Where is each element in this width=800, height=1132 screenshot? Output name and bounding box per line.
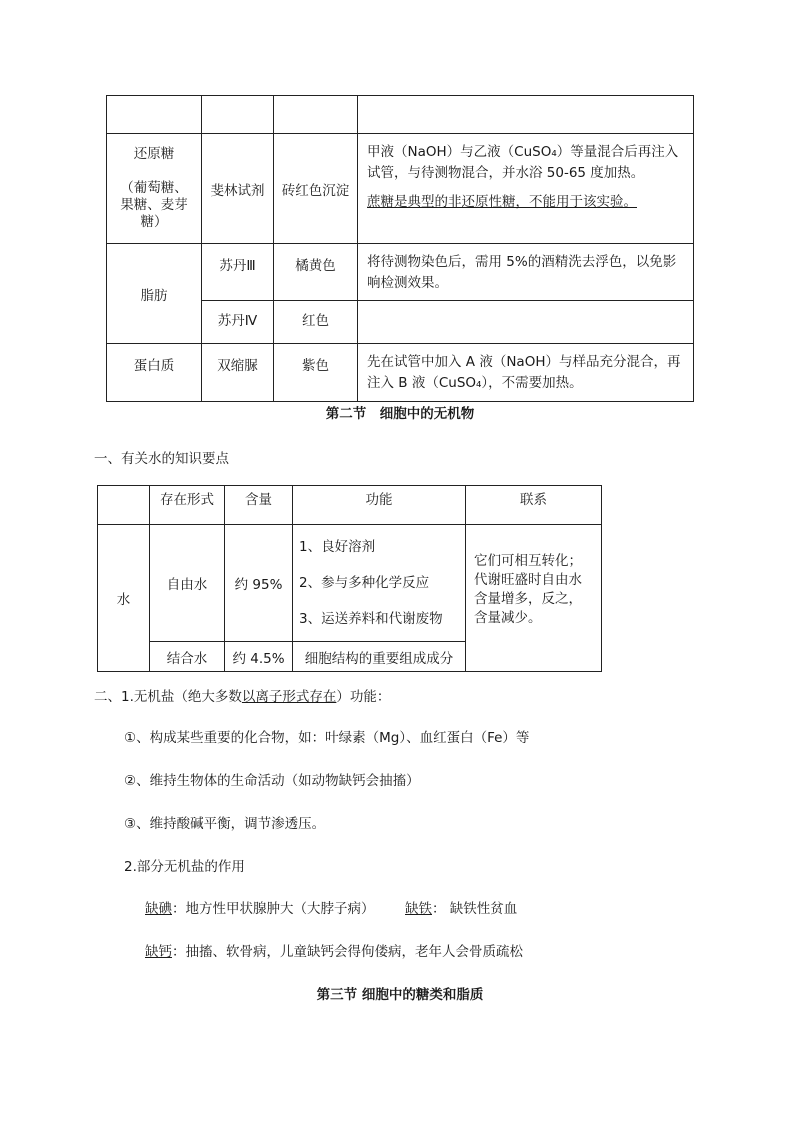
function-item: 1、良好溶剂 bbox=[299, 539, 376, 555]
salt-function-item: ①、构成某些重要的化合物，如：叶绿素（Mg）、血红蛋白（Fe）等 bbox=[124, 730, 530, 746]
deficiency-line bbox=[405, 897, 517, 917]
function-cell: 细胞结构的重要组成成分 bbox=[293, 642, 466, 672]
section-title: 第三节 细胞中的糖类和脂质 bbox=[316, 987, 484, 1003]
table-header-row bbox=[98, 486, 602, 525]
note-text: 甲液（NaOH）与乙液（CuSO₄）等量混合后再注入试管，与待测物混合，并水浴 50-65 度加热。 bbox=[367, 144, 679, 181]
content-cell: 约 95% bbox=[225, 525, 293, 642]
note-cell bbox=[358, 301, 694, 344]
reagent-cell: 双缩脲 bbox=[202, 344, 274, 402]
header-cell: 含量 bbox=[225, 486, 293, 525]
heading-text: ）功能： bbox=[336, 689, 391, 705]
header-cell: 联系 bbox=[466, 486, 602, 525]
color-cell: 红色 bbox=[274, 301, 358, 344]
salts-subheading: 2.部分无机盐的作用 bbox=[124, 859, 245, 875]
deficiency-line bbox=[145, 897, 375, 917]
deficiency-text: ：地方性甲状腺肿大（大脖子病） bbox=[172, 901, 375, 917]
salt-function-item: ②、维持生物体的生命活动（如动物缺钙会抽搐） bbox=[124, 773, 420, 789]
content-cell: 约 4.5% bbox=[225, 642, 293, 672]
heading-text: 二、1.无机盐（绝大多数 bbox=[94, 689, 242, 705]
reagent-cell: 苏丹Ⅳ bbox=[202, 301, 274, 344]
form-cell: 自由水 bbox=[150, 525, 225, 642]
table-row bbox=[98, 525, 602, 642]
deficiency-text: ： 缺铁性贫血 bbox=[432, 901, 518, 917]
note-cell: 将待测物染色后，需用 5%的酒精洗去浮色，以免影响检测效果。 bbox=[358, 244, 694, 301]
section-title: 第二节 细胞中的无机物 bbox=[325, 406, 475, 422]
table-row bbox=[107, 134, 694, 244]
header-cell: 存在形式 bbox=[150, 486, 225, 525]
water-heading: 一、有关水的知识要点 bbox=[94, 451, 229, 467]
substance-label: 还原糖 bbox=[133, 146, 175, 162]
function-item: 3、运送养料和代谢废物 bbox=[299, 611, 443, 627]
table-row bbox=[107, 96, 694, 134]
form-cell: 结合水 bbox=[150, 642, 225, 672]
water-table bbox=[97, 485, 602, 672]
reagent-table bbox=[106, 95, 694, 402]
table-row bbox=[107, 244, 694, 301]
deficiency-label: 缺铁 bbox=[405, 901, 432, 917]
color-cell: 紫色 bbox=[274, 344, 358, 402]
substance-sub: 果糖、麦芽 bbox=[120, 197, 188, 213]
color-cell: 橘黄色 bbox=[274, 244, 358, 301]
table-row bbox=[107, 344, 694, 402]
reagent-cell: 苏丹Ⅲ bbox=[202, 244, 274, 301]
deficiency-text: ：抽搐、软骨病，儿童缺钙会得佝偻病，老年人会骨质疏松 bbox=[172, 944, 523, 960]
substance-sub: 糖） bbox=[140, 214, 168, 230]
function-item: 2、参与多种化学反应 bbox=[299, 575, 430, 591]
heading-underlined: 以离子形式存在 bbox=[241, 689, 337, 705]
water-label: 水 bbox=[98, 525, 150, 672]
function-cell bbox=[293, 525, 466, 642]
salt-function-item: ③、维持酸碱平衡，调节渗透压。 bbox=[124, 816, 326, 832]
substance-cell bbox=[107, 134, 202, 244]
color-cell: 砖红色沉淀 bbox=[274, 134, 358, 244]
substance-cell: 蛋白质 bbox=[107, 344, 202, 402]
header-cell bbox=[98, 486, 150, 525]
deficiency-label: 缺钙 bbox=[145, 944, 172, 960]
salts-heading bbox=[94, 685, 390, 705]
substance-sub: （葡萄糖、 bbox=[120, 180, 188, 196]
substance-cell: 脂肪 bbox=[107, 244, 202, 344]
header-cell: 功能 bbox=[293, 486, 466, 525]
note-underlined: 蔗糖是典型的非还原性糖，不能用于该实验。 bbox=[367, 194, 637, 210]
relation-cell: 它们可相互转化；代谢旺盛时自由水含量增多，反之，含量减少。 bbox=[466, 525, 602, 672]
deficiency-label: 缺碘 bbox=[145, 901, 172, 917]
reagent-cell: 斐林试剂 bbox=[202, 134, 274, 244]
note-cell bbox=[358, 134, 694, 244]
deficiency-line bbox=[145, 940, 523, 960]
note-cell: 先在试管中加入 A 液（NaOH）与样品充分混合，再注入 B 液（CuSO₄），不需要加热。 bbox=[358, 344, 694, 402]
